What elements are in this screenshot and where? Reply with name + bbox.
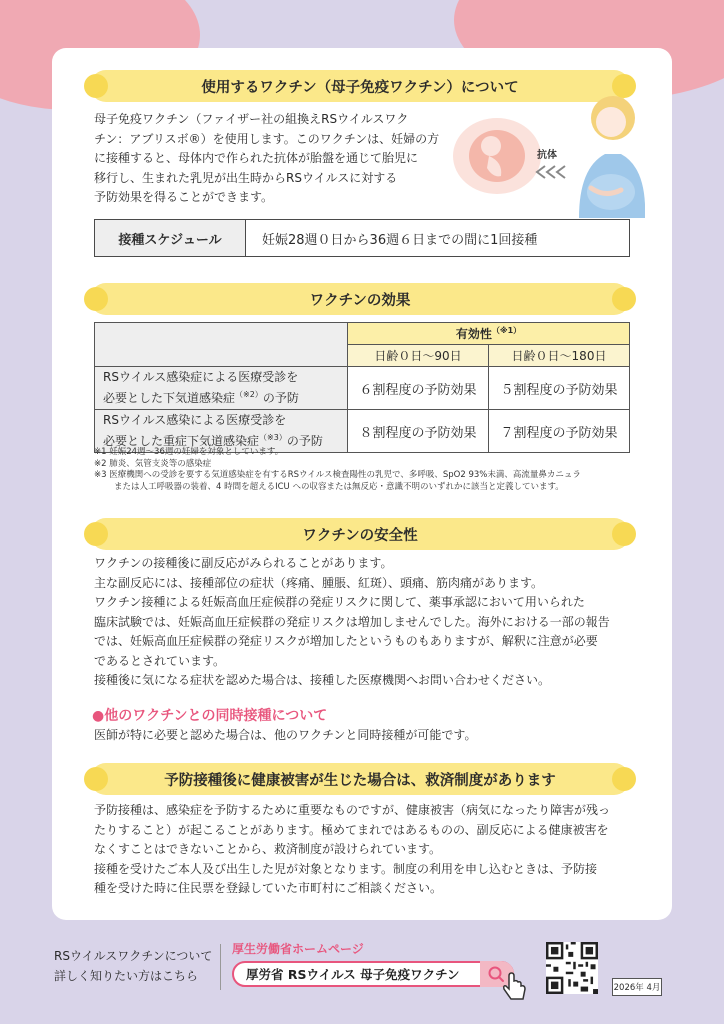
text-line: 予防効果を得ることができます。 <box>94 190 274 204</box>
schedule-value: 妊娠28週０日から36週６日までの間に1回接種 <box>262 232 538 248</box>
search-text: 厚労省 RSウイルス 母子免疫ワクチン <box>246 967 460 982</box>
text-line: なくすことはできないことから、救済制度が設けられています。 <box>94 842 442 856</box>
section-title-vaccine: 使用するワクチン（母子免疫ワクチン）について <box>90 70 630 102</box>
table-cell: ７割程度の予防効果 <box>489 410 630 453</box>
antibody-label: 抗体 <box>537 150 557 161</box>
row-label-suffix: の予防 <box>262 391 299 405</box>
text-line: 接種を受けたご本人及び出生した児が対象となります。制度の利用を申し込むときは、予防接 <box>94 861 598 876</box>
relief-text <box>94 801 610 899</box>
footnote: ※3 医療機関への受診を要する気道感染症を有するRSウイルス検査陽性の乳児で、多呼吸、SpO2 93%未満、高流量鼻カニュラ <box>94 470 581 480</box>
footnote: ※1 妊娠24週〜36週の妊婦を対象としています。 <box>94 447 284 457</box>
text-line: 母子免疫ワクチン（ファイザー社の組換えRSウイルスワク <box>94 112 409 126</box>
table-cell: ８割程度の予防効果 <box>348 410 489 453</box>
table-row <box>95 367 630 410</box>
header-label: 有効性 <box>455 327 492 341</box>
qr-code-icon[interactable] <box>546 942 598 994</box>
row-label-line: 必要とした重症下気道感染症 <box>103 434 260 448</box>
text-line: たりすること）が起こることがあります。極めてまれではあるものの、副反応による健康被害を <box>94 822 609 837</box>
efficacy-table <box>94 322 630 453</box>
table-cell: ５割程度の予防効果 <box>489 367 630 410</box>
column-header: 日齢０日〜180日 <box>489 345 630 367</box>
footer-line: RSウイルスワクチンについて <box>54 949 213 963</box>
text-line: 医師が特に必要と認めた場合は、他のワクチンと同時接種が可能です。 <box>94 728 477 742</box>
row-label-line: RSウイルス感染による医療受診を <box>103 413 287 427</box>
homepage-title: 厚生労働省ホームページ <box>232 942 364 956</box>
row-label-line: 必要とした下気道感染症 <box>103 391 236 405</box>
text-line: 臨床試験では、妊娠高血圧症候群の発症リスクは増加しませんでした。海外における一部の報告 <box>94 614 610 629</box>
footer-divider <box>220 944 221 990</box>
table-corner <box>95 323 348 367</box>
text-line: では、妊娠高血圧症候群の発症リスクが増加したというものもありますが、解釈に注意が必要 <box>94 634 598 648</box>
column-header: 日齢０日〜90日 <box>348 345 489 367</box>
table-header <box>348 323 630 345</box>
text-line: チン：アブリスボ®）を使用します。このワクチンは、妊婦の方 <box>94 131 440 146</box>
footnote: ※2 肺炎、気管支炎等の感染症 <box>94 458 212 469</box>
footnote: または人工呼吸器の装着、4 時間を超えるICU への収容または無反応・意識不明のいずれかに該当と定義しています。 <box>114 481 564 492</box>
table-cell: ６割程度の予防効果 <box>348 367 489 410</box>
text-line: ワクチンの接種後に副反応がみられることがあります。 <box>94 556 393 570</box>
vaccine-description <box>94 110 439 208</box>
footnotes <box>94 447 581 493</box>
search-input[interactable] <box>232 961 514 987</box>
schedule-box <box>94 219 630 257</box>
simultaneous-vaccination-text <box>94 726 476 746</box>
row-label-line: RSウイルス感染症による医療受診を <box>103 370 299 384</box>
section-title-efficacy: ワクチンの効果 <box>90 283 630 315</box>
text-line: ワクチン接種による妊娠高血圧症候群の発症リスクに関して、薬事承認において用いられた <box>94 595 585 609</box>
text-line: 種を受けた時に住民票を登録していた市町村にご相談ください。 <box>94 881 443 895</box>
text-line: 予防接種は、感染症を予防するために重要なものですが、健康被害（病気になったり障害が残っ <box>94 803 611 817</box>
simultaneous-vaccination-heading: ●他のワクチンとの同時接種について <box>92 708 328 724</box>
footnote-ref: （※3） <box>259 433 287 442</box>
text-line: 接種後に気になる症状を認めた場合は、接種した医療機関へお問い合わせください。 <box>94 673 551 687</box>
text-line: 移行し、生まれた乳児が出生時からRSウイルスに対する <box>94 170 398 185</box>
date-badge: 2026年 4月 <box>612 978 662 996</box>
text-line: 主な副反応には、接種部位の症状（疼痛、腫脹、紅斑）、頭痛、筋肉痛があります。 <box>94 575 544 590</box>
footnote-ref: （※1） <box>491 326 522 335</box>
footnote-ref: （※2） <box>235 390 263 399</box>
footer-info <box>54 946 212 986</box>
text-line: であるとされています。 <box>94 653 226 668</box>
section-title-safety: ワクチンの安全性 <box>90 518 630 550</box>
safety-text <box>94 554 610 691</box>
pointer-hand-icon <box>500 972 530 1002</box>
section-title-relief: 予防接種後に健康被害が生じた場合は、救済制度があります <box>90 763 630 795</box>
row-label <box>95 367 348 410</box>
text-line: に接種すると、母体内で作られた抗体が胎盤を通じて胎児に <box>94 151 419 165</box>
schedule-label: 接種スケジュール <box>95 220 246 256</box>
row-label-suffix: の予防 <box>286 434 323 448</box>
footer-line: 詳しく知りたい方はこちら <box>54 969 199 983</box>
